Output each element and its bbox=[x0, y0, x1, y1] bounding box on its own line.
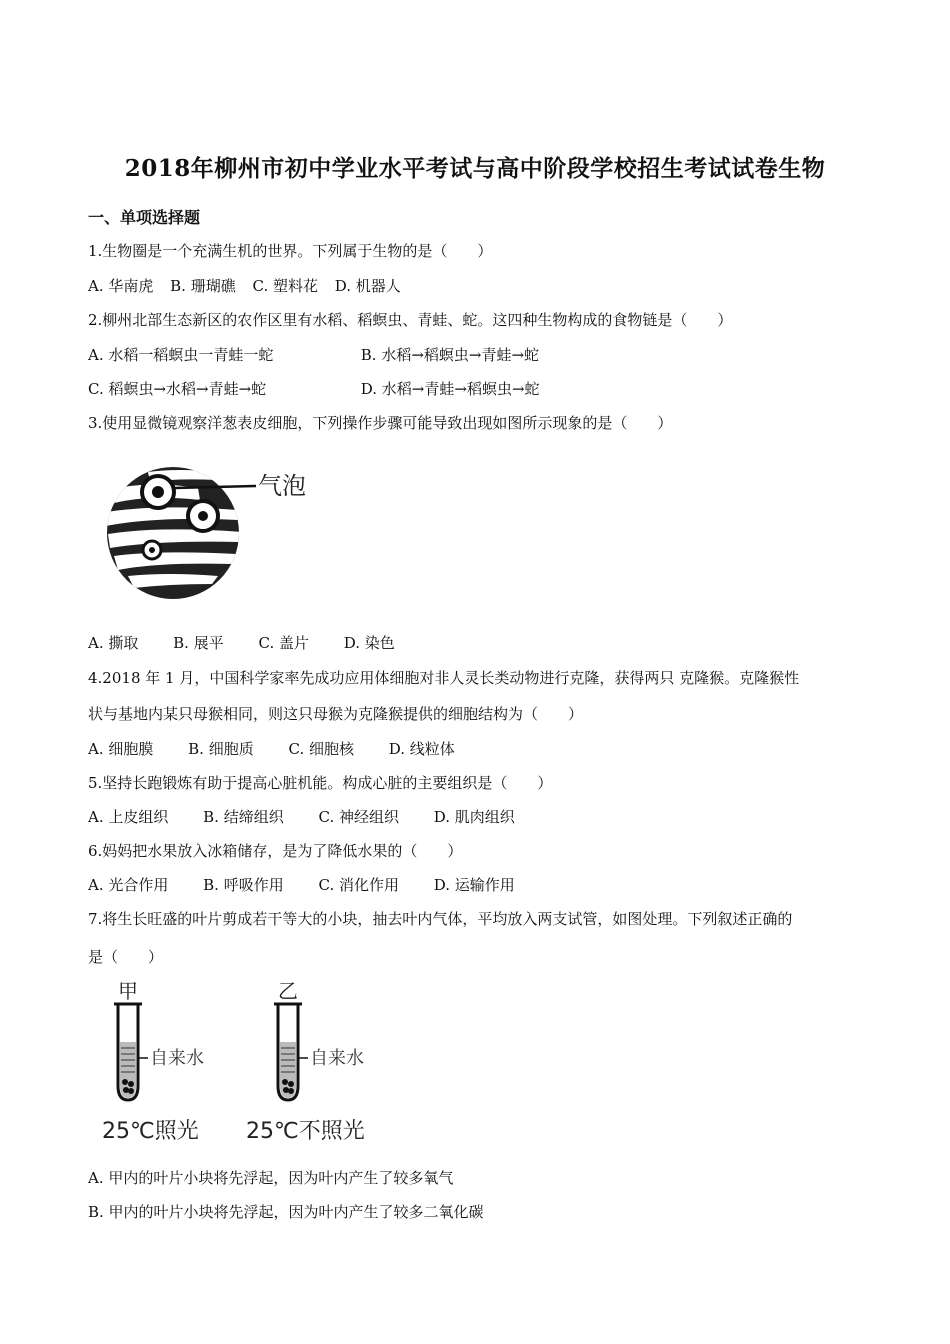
condition-a: 25℃照光 bbox=[102, 1119, 199, 1144]
q4-option-c[interactable]: C. 细胞核 bbox=[288, 740, 354, 758]
question-3-options bbox=[88, 632, 395, 653]
question-6-options bbox=[88, 874, 515, 895]
q4-option-a[interactable]: A. 细胞膜 bbox=[88, 740, 154, 758]
q6-option-d[interactable]: D. 运输作用 bbox=[433, 876, 515, 894]
question-4-stem-line2: 状与基地内某只母猴相同，则这只母猴为克隆猴提供的细胞结构为（ ） bbox=[88, 705, 584, 723]
q3-option-d[interactable]: D. 染色 bbox=[343, 634, 395, 652]
section-heading: 一、单项选择题 bbox=[88, 208, 201, 227]
tube-b-label: 乙 bbox=[278, 979, 298, 1003]
tube-a-label: 甲 bbox=[118, 979, 138, 1003]
tube-b bbox=[246, 979, 365, 1144]
test-tube-figure bbox=[98, 978, 388, 1146]
water-label-b: 自来水 bbox=[310, 1048, 364, 1069]
q6-option-c[interactable]: C. 消化作用 bbox=[318, 876, 399, 894]
q2-option-b[interactable]: B. 水稻→稻螟虫→青蛙→蛇 bbox=[360, 346, 540, 364]
condition-b: 25℃不照光 bbox=[246, 1119, 365, 1144]
water-label-a: 自来水 bbox=[150, 1048, 204, 1069]
q1-option-d[interactable]: D. 机器人 bbox=[334, 277, 401, 295]
q2-option-a[interactable]: A. 水稻一稻螟虫一青蛙一蛇 bbox=[88, 346, 274, 364]
question-1-stem: 1.生物圈是一个充满生机的世界。下列属于生物的是（ ） bbox=[88, 242, 493, 260]
q2-option-d[interactable]: D. 水稻→青蛙→稻螟虫→蛇 bbox=[360, 380, 540, 398]
question-6-stem: 6.妈妈把水果放入冰箱储存，是为了降低水果的（ ） bbox=[88, 842, 463, 860]
q5-option-a[interactable]: A. 上皮组织 bbox=[88, 808, 169, 826]
q1-option-c[interactable]: C. 塑料花 bbox=[252, 277, 318, 295]
question-5-stem: 5.坚持长跑锻炼有助于提高心脏机能。构成心脏的主要组织是（ ） bbox=[88, 774, 553, 792]
q6-option-a[interactable]: A. 光合作用 bbox=[88, 876, 169, 894]
q4-option-d[interactable]: D. 线粒体 bbox=[388, 740, 455, 758]
question-2-options-row1 bbox=[88, 344, 539, 365]
question-7-stem-line1: 7.将生长旺盛的叶片剪成若干等大的小块，抽去叶内气体，平均放入两支试管，如图处理。下列叙述正确的 bbox=[88, 910, 793, 928]
question-7-stem-line2: 是（ ） bbox=[88, 948, 164, 966]
tube-a bbox=[102, 979, 204, 1144]
bubble-label: 气泡 bbox=[258, 472, 306, 500]
q3-option-b[interactable]: B. 展平 bbox=[173, 634, 224, 652]
q5-option-d[interactable]: D. 肌肉组织 bbox=[433, 808, 515, 826]
q6-option-b[interactable]: B. 呼吸作用 bbox=[203, 876, 284, 894]
q7-option-b[interactable]: B. 甲内的叶片小块将先浮起，因为叶内产生了较多二氧化碳 bbox=[88, 1203, 484, 1221]
q5-option-c[interactable]: C. 神经组织 bbox=[318, 808, 399, 826]
q3-option-a[interactable]: A. 撕取 bbox=[88, 634, 139, 652]
q7-option-a[interactable]: A. 甲内的叶片小块将先浮起，因为叶内产生了较多氧气 bbox=[88, 1169, 454, 1187]
question-2-options-row2 bbox=[88, 378, 540, 399]
q2-option-c[interactable]: C. 稻螟虫→水稻→青蛙→蛇 bbox=[88, 380, 267, 398]
question-4-options bbox=[88, 738, 455, 759]
question-1-options bbox=[88, 275, 401, 296]
q1-option-b[interactable]: B. 珊瑚礁 bbox=[170, 277, 236, 295]
q1-option-a[interactable]: A. 华南虎 bbox=[88, 277, 154, 295]
question-4-stem-line1: 4.2018 年 1 月，中国科学家率先成功应用体细胞对非人灵长类动物进行克隆，获得两只 克隆猴。克隆猴性 bbox=[88, 669, 800, 687]
page-title: 2018年柳州市初中学业水平考试与高中阶段学校招生考试试卷生物 bbox=[124, 155, 826, 182]
microscope-figure bbox=[88, 450, 328, 610]
question-3-stem: 3.使用显微镜观察洋葱表皮细胞，下列操作步骤可能导致出现如图所示现象的是（ ） bbox=[88, 414, 673, 432]
q5-option-b[interactable]: B. 结缔组织 bbox=[203, 808, 284, 826]
question-2-stem: 2.柳州北部生态新区的农作区里有水稻、稻螟虫、青蛙、蛇。这四种生物构成的食物链是（ ） bbox=[88, 311, 733, 329]
q3-option-c[interactable]: C. 盖片 bbox=[258, 634, 309, 652]
q4-option-b[interactable]: B. 细胞质 bbox=[188, 740, 254, 758]
question-5-options bbox=[88, 806, 515, 827]
